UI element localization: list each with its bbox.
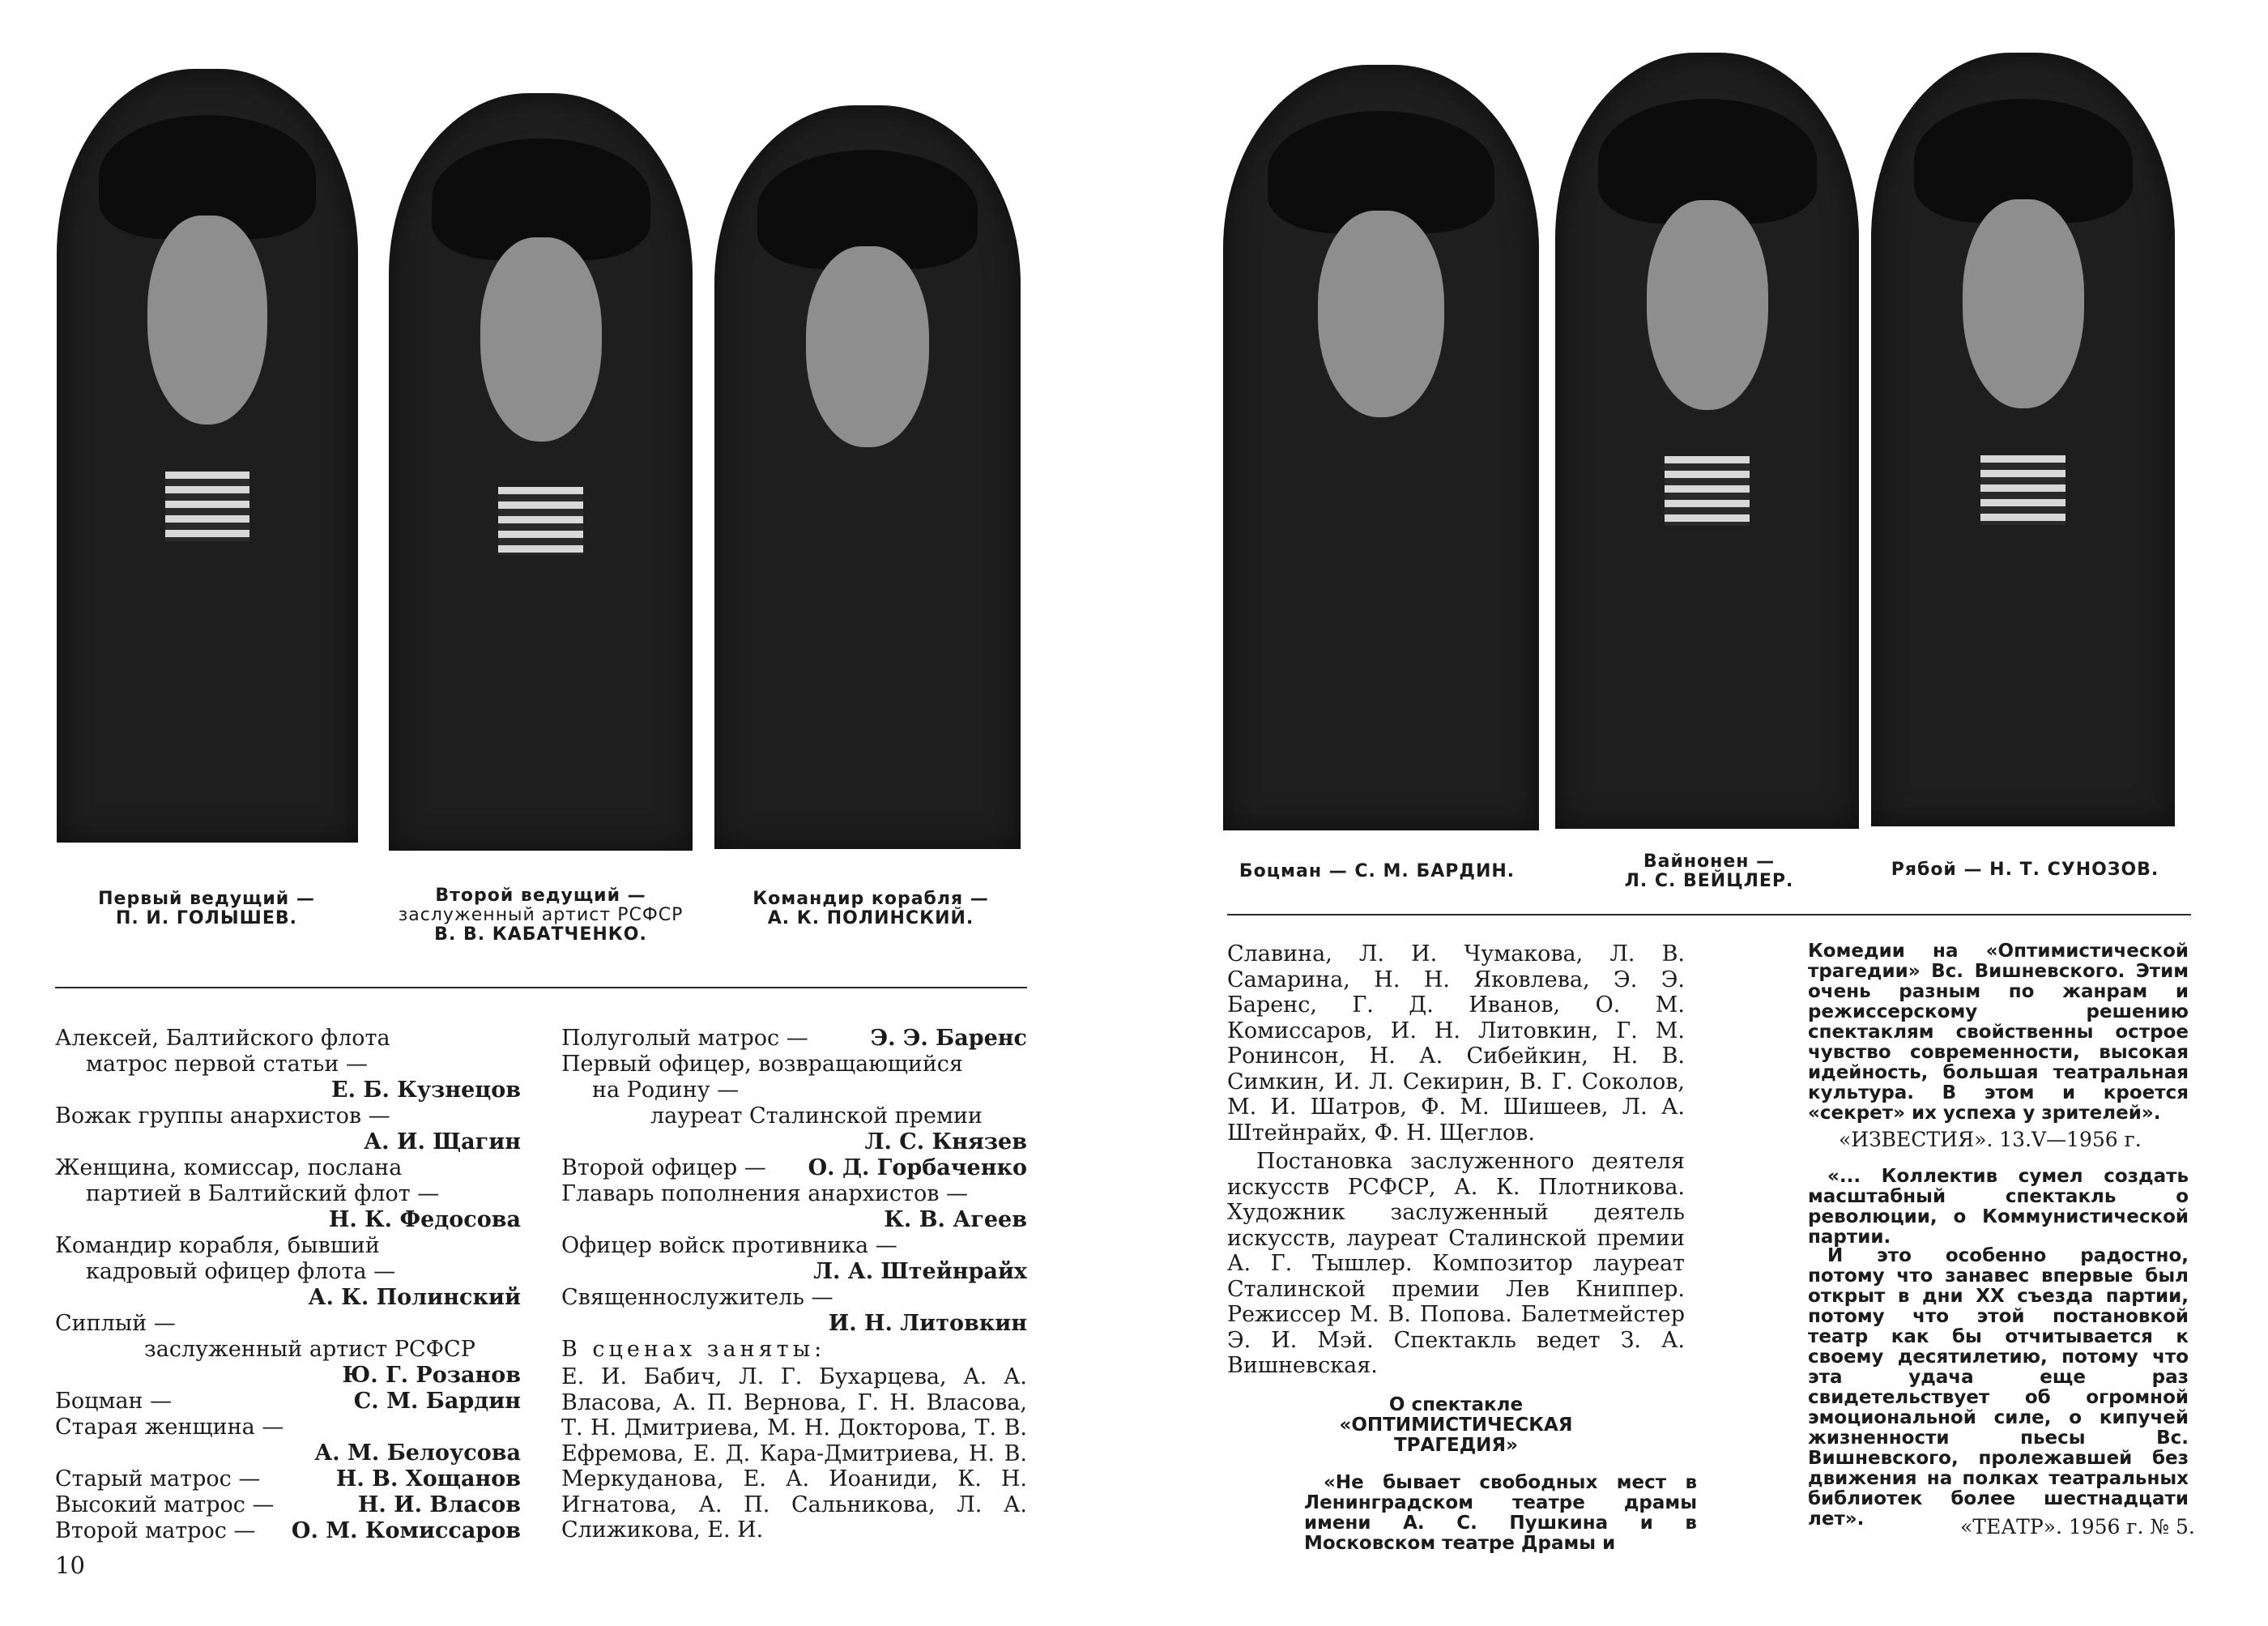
cast-line xyxy=(55,1311,521,1337)
extras-list-col3: Славина, Л. И. Чумакова, Л. В. Самарина, Н. Н. Яковлева, Э. Э. Баренс, Г. Д. Иванов, О. М. Комиссаров, И. Н. Литовкин, Г. М. Ронинсон, Н. А. Сибейкин, Н. В. Симкин, И. Л. Секирин, В. Г. Соколов, М. И. Шатров, Ф. М. Шишеев, Л. А. Штейнрайх, Ф. Н. Щеглов. xyxy=(1227,941,1685,1146)
cast-line xyxy=(55,1155,521,1181)
cast-actor: Л. А. Штейнрайх xyxy=(813,1259,1027,1284)
cast-line xyxy=(55,1181,521,1207)
cast-line xyxy=(561,1078,1027,1103)
extras-list-col2: Е. И. Бабич, Л. Г. Бухарцева, А. А. Власова, А. П. Вернова, Г. Н. Власова, Т. Н. Дмитриева, М. Н. Докторова, Т. В. Ефремова, Е. Д. Кара-Дмитриева, Н. В. Меркуданова, Е. А. Иоаниди, К. Н. Игнатова, А. П. Сальникова, Л. А. Слижикова, Е. И. xyxy=(561,1364,1027,1543)
page-number: 10 xyxy=(55,1551,85,1579)
cast-role: партией в Балтийский флот — xyxy=(86,1181,440,1206)
cast-role: Командир корабля, бывший xyxy=(55,1233,380,1258)
portrait-photo-bardin xyxy=(1223,65,1539,830)
cast-column-1 xyxy=(55,1026,521,1577)
source-teatr: «ТЕАТР». 1956 г. № 5. xyxy=(1960,1515,2195,1539)
cast-line xyxy=(55,1415,521,1440)
cast-role: Старый матрос — xyxy=(55,1466,261,1492)
cast-actor: И. Н. Литовкин xyxy=(828,1311,1027,1336)
cast-actor: О. М. Комиссаров xyxy=(291,1518,521,1543)
cast-line xyxy=(561,1103,1027,1129)
cast-actor: Л. С. Князев xyxy=(864,1129,1027,1154)
cast-line xyxy=(55,1103,521,1129)
cast-role: Второй офицер — xyxy=(561,1155,766,1180)
cast-actor: С. М. Бардин xyxy=(353,1389,521,1414)
portrait-photo-polinsky xyxy=(714,105,1021,849)
cast-role: матрос первой статьи — xyxy=(86,1052,368,1077)
cast-line xyxy=(561,1337,1027,1363)
cast-role: Офицер войск противника — xyxy=(561,1233,897,1258)
cast-actor: А. М. Белоусова xyxy=(314,1440,521,1466)
about-heading: О спектакле «ОПТИМИСТИЧЕСКАЯ ТРАГЕДИЯ» xyxy=(1339,1394,1573,1456)
portrait-photo-veitsler xyxy=(1555,53,1859,829)
cast-role: кадровый офицер флота — xyxy=(86,1259,396,1284)
cast-line xyxy=(55,1389,521,1415)
cast-role: Женщина, комиссар, послана xyxy=(55,1155,403,1180)
cast-line xyxy=(55,1492,521,1518)
review2-para1: «... Коллектив сумел создать масштабный спектакль о революции, о Коммунистической партии. xyxy=(1808,1166,2189,1248)
cast-line xyxy=(561,1285,1027,1311)
cast-line xyxy=(561,1233,1027,1259)
cast-line xyxy=(55,1337,521,1363)
cast-role: Главарь пополнения анархистов — xyxy=(561,1181,969,1206)
cast-line xyxy=(561,1026,1027,1052)
cast-role: Первый офицер, возвращающийся xyxy=(561,1052,963,1077)
cast-line xyxy=(561,1052,1027,1078)
cast-role: В сценах заняты: xyxy=(561,1337,826,1362)
cast-actor: Э. Э. Баренс xyxy=(870,1026,1027,1051)
cast-line xyxy=(55,1259,521,1285)
source-izvestia: «ИЗВЕСТИЯ». 13.V—1956 г. xyxy=(1839,1128,2142,1151)
cast-line xyxy=(55,1026,521,1052)
portrait-photo-kabatchenko xyxy=(389,93,693,851)
caption-sunozov: Рябой — Н. Т. СУНОЗОВ. xyxy=(1891,860,2159,880)
divider-rule-right xyxy=(1227,914,2191,915)
review1-end: Комедии на «Оптимистической трагедии» Вс. Вишневского. Этим очень разным по жанрам и режиссерскому решению спектаклям свойственны острое чувство современности, высокая идейность, большая театральная культура. В этом и кроется «секрет» их успеха у зрителей». xyxy=(1808,941,2189,1124)
cast-actor: Н. К. Федосова xyxy=(328,1207,521,1232)
caption-veitsler: Вайнонен — Л. С. ВЕЙЦЛЕР. xyxy=(1624,851,1794,891)
cast-line xyxy=(561,1155,1027,1181)
portrait-photo-golyshev xyxy=(57,69,358,843)
cast-role: заслуженный артист РСФСР xyxy=(144,1337,475,1362)
cast-line xyxy=(561,1181,1027,1207)
cast-role: Священнослужитель — xyxy=(561,1285,833,1310)
caption-golyshev: Первый ведущий — П. И. ГОЛЫШЕВ. xyxy=(98,889,315,928)
caption-bardin: Боцман — С. М. БАРДИН. xyxy=(1238,861,1516,881)
review2-para2: И это особенно радостно, потому что занавес впервые был открыт в дни XX съезда партии, потому что этой постановкой театр как бы отчитывается к своему десятилетию, потому что эта удача еще раз свидетельствует об огромной эмоциональной силе, о кипучей жизненности пьесы Вс. Вишневского, пролежавшей без движения на полках театральных библиотек более шестнадцати лет». xyxy=(1808,1245,2189,1530)
cast-role: Сиплый — xyxy=(55,1311,176,1336)
cast-column-2 xyxy=(561,1026,1027,1577)
cast-actor: А. И. Щагин xyxy=(364,1129,521,1154)
cast-role: Вожак группы анархистов — xyxy=(55,1103,390,1129)
divider-rule-left xyxy=(55,987,1027,988)
cast-role: Старая женщина — xyxy=(55,1415,284,1440)
caption-kabatchenko: Второй ведущий — заслуженный артист РСФСР В. В. КАБАТЧЕНКО. xyxy=(398,886,684,945)
cast-actor: Н. И. Власов xyxy=(357,1492,521,1517)
review1-start: «Не бывает свободных мест в Ленинградском театре драмы имени А. С. Пушкина и в Московском театре Драмы и xyxy=(1304,1472,1697,1554)
cast-actor: Н. В. Хощанов xyxy=(335,1466,521,1492)
cast-role: Полуголый матрос — xyxy=(561,1026,808,1051)
cast-line xyxy=(55,1233,521,1259)
cast-role: Высокий матрос — xyxy=(55,1492,275,1517)
portrait-photo-sunozov xyxy=(1871,53,2175,826)
cast-role: на Родину — xyxy=(592,1078,740,1103)
production-credits: Постановка заслуженного деятеля искусств РСФСР, А. К. Плотникова. Художник заслуженный деятель искусств, лауреат Сталинской премии А. Г. Тышлер. Композитор лауреат Сталинской премии Лев Книппер. Режиссер М. В. Попова. Балетмейстер Э. И. Мэй. Спектакль ведет З. А. Вишневская. xyxy=(1227,1149,1685,1378)
cast-line xyxy=(55,1466,521,1492)
cast-actor: О. Д. Горбаченко xyxy=(808,1155,1027,1180)
cast-actor: К. В. Агеев xyxy=(884,1207,1027,1232)
cast-role: Алексей, Балтийского флота xyxy=(55,1026,390,1051)
caption-polinsky: Командир корабля — А. К. ПОЛИНСКИЙ. xyxy=(752,889,989,928)
cast-role: Боцман — xyxy=(55,1389,173,1414)
cast-actor: Е. Б. Кузнецов xyxy=(331,1078,521,1103)
cast-role: Второй матрос — xyxy=(55,1518,256,1543)
cast-role: лауреат Сталинской премии xyxy=(650,1103,983,1129)
cast-actor: А. К. Полинский xyxy=(308,1285,521,1310)
cast-line xyxy=(55,1052,521,1078)
cast-line xyxy=(55,1518,521,1544)
cast-actor: Ю. Г. Розанов xyxy=(342,1363,521,1388)
